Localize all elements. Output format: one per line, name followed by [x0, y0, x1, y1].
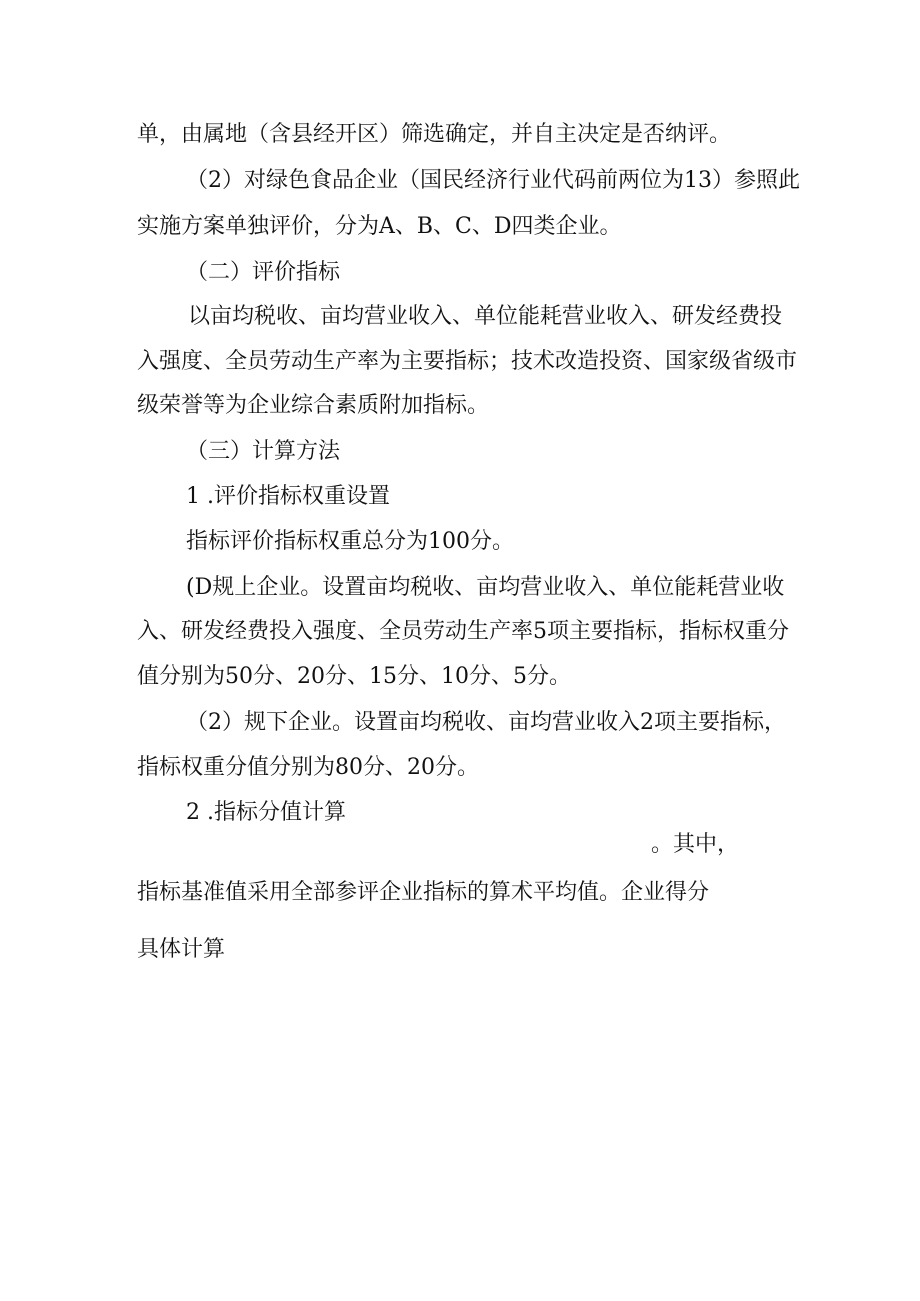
paragraph-line: 实施方案单独评价，分为A、B、C、D四类企业。: [137, 214, 622, 239]
paragraph-line: 指标权重分值分别为80分、20分。: [137, 755, 479, 780]
paragraph-line: 具体计算: [137, 937, 226, 962]
section-heading: （三）计算方法: [186, 439, 341, 464]
paragraph-line: （2）对绿色食品企业（国民经济行业代码前两位为13）参照此: [186, 168, 800, 193]
paragraph-line: 指标评价指标权重总分为100分。: [186, 529, 514, 554]
section-heading: （二）评价指标: [186, 260, 341, 285]
paragraph-line: （2）规下企业。设置亩均税收、亩均营业收入2项主要指标，: [186, 710, 786, 735]
paragraph-line: 入、研发经费投入强度、全员劳动生产率5项主要指标，指标权重分: [137, 619, 789, 644]
paragraph-line: 级荣誉等为企业综合素质附加指标。: [137, 393, 490, 418]
paragraph-line: 指标基准值采用全部参评企业指标的算术平均值。企业得分: [137, 880, 710, 905]
paragraph-line: 单，由属地（含县经开区）筛选确定，并自主决定是否纳评。: [137, 122, 732, 147]
paragraph-line: 值分别为50分、20分、15分、10分、5分。: [137, 664, 571, 689]
subsection-heading: 2 .指标分值计算: [186, 800, 346, 825]
paragraph-line: 。其中，: [651, 832, 740, 857]
subsection-heading: 1 .评价指标权重设置: [186, 484, 390, 509]
paragraph-line: 以亩均税收、亩均营业收入、单位能耗营业收入、研发经费投: [188, 304, 783, 329]
paragraph-line: 入强度、全员劳动生产率为主要指标；技术改造投资、国家级省级市: [137, 349, 798, 374]
paragraph-line: (D规上企业。设置亩均税收、亩均营业收入、单位能耗营业收: [186, 575, 785, 600]
